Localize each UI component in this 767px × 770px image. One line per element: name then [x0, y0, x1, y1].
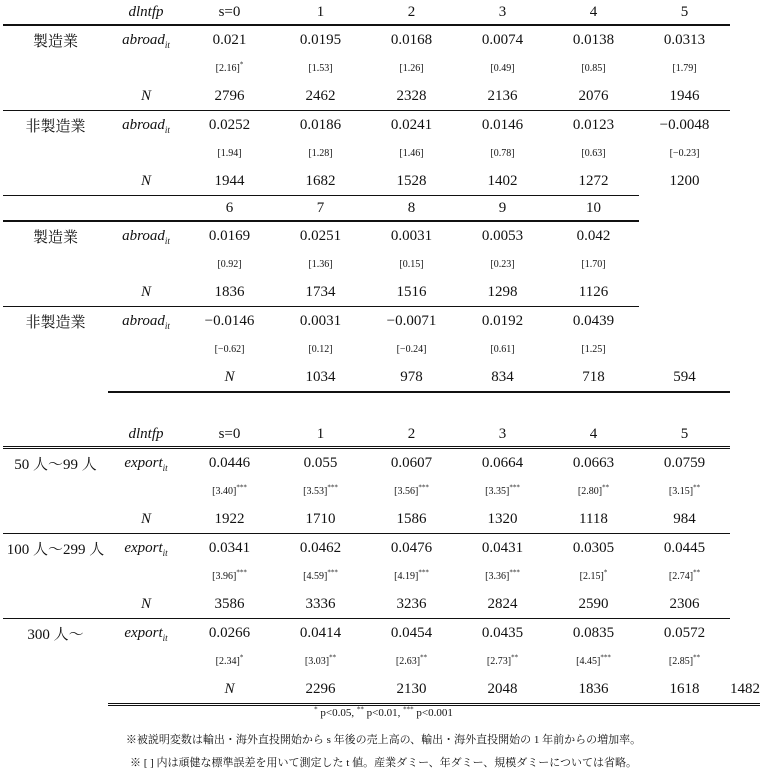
- observations-row: [3, 590, 760, 619]
- significance-mark: **: [420, 653, 428, 662]
- coefficient-cell: −0.0048: [639, 111, 730, 141]
- column-header: 5: [639, 422, 730, 448]
- t-value-cell: [3.53]***: [303, 483, 338, 497]
- t-value-cell: [1.70]: [581, 259, 606, 270]
- coefficient-cell: 0.0439: [548, 307, 639, 337]
- coefficient-cell: 0.0241: [366, 111, 457, 141]
- n-cell: 2136: [487, 87, 518, 104]
- n-cell: 1618: [639, 675, 730, 705]
- t-value-row: [3, 648, 760, 675]
- n-cell: 594: [639, 363, 730, 392]
- n-cell: 984: [673, 510, 696, 527]
- significance-mark: *: [603, 568, 608, 577]
- t-value-cell: [1.94]: [217, 148, 242, 159]
- n-cell: 1320: [487, 510, 518, 527]
- t-value-cell: [4.59]***: [303, 568, 338, 582]
- t-value-cell: [−0.62]: [214, 344, 245, 355]
- coefficient-cell: 0.0664: [481, 455, 524, 471]
- significance-mark: ***: [327, 568, 338, 577]
- column-header: 7: [275, 196, 366, 222]
- column-header: 4: [548, 0, 639, 25]
- t-value-cell: [1.79]: [672, 63, 697, 74]
- significance-legend: * p<0.05, ** p<0.01, *** p<0.001: [314, 705, 453, 719]
- group-label: 非製造業: [3, 307, 108, 393]
- significance-mark: ***: [509, 483, 520, 492]
- dependent-variable-label: dlntfp: [108, 0, 184, 25]
- n-cell: 1298: [487, 283, 518, 300]
- table-header-row: [3, 422, 760, 448]
- coefficient-cell: 0.0031: [275, 307, 366, 337]
- coefficient-cell: 0.0053: [481, 228, 524, 244]
- coefficient-cell: 0.0835: [548, 619, 639, 649]
- n-cell: 834: [457, 363, 548, 392]
- t-value-cell: [3.35]***: [485, 483, 520, 497]
- column-header: 6: [184, 196, 275, 222]
- t-value-cell: [3.36]***: [485, 568, 520, 582]
- t-value-row: [3, 478, 760, 505]
- column-header: 3: [457, 0, 548, 25]
- coefficient-cell: 0.0186: [275, 111, 366, 141]
- n-cell: 2590: [578, 595, 609, 612]
- group-label: 300 人〜: [3, 619, 108, 705]
- t-value-cell: [1.36]: [308, 259, 333, 270]
- t-value-cell: [−0.24]: [396, 344, 427, 355]
- n-cell: 1836: [548, 675, 639, 705]
- regression-table-abroad: [3, 0, 730, 393]
- t-value-cell: [4.45]***: [576, 653, 611, 667]
- coefficient-cell: 0.0445: [639, 534, 730, 564]
- t-value-cell: [3.56]***: [394, 483, 429, 497]
- column-header: s=0: [184, 422, 275, 448]
- n-cell: 1272: [578, 172, 609, 189]
- significance-mark: ***: [509, 568, 520, 577]
- n-cell: 2130: [366, 675, 457, 705]
- column-header: 2: [366, 0, 457, 25]
- significance-mark: **: [693, 568, 701, 577]
- column-header: 8: [366, 196, 457, 222]
- t-value-cell: [4.19]***: [394, 568, 429, 582]
- t-value-row: [3, 563, 760, 590]
- table-header-row: [3, 196, 730, 222]
- coefficient-cell: 0.021: [212, 32, 247, 48]
- n-cell: 2048: [457, 675, 548, 705]
- t-value-cell: [1.53]: [308, 63, 333, 74]
- observations-row: [3, 505, 760, 534]
- n-cell: 1516: [396, 283, 427, 300]
- coefficient-row: [3, 619, 760, 649]
- t-value-cell: [1.26]: [399, 63, 424, 74]
- n-cell: 1944: [214, 172, 245, 189]
- coefficient-cell: 0.0305: [548, 534, 639, 564]
- column-header: 1: [275, 422, 366, 448]
- coefficient-cell: 0.0252: [184, 111, 275, 141]
- variable-label: abroad$_{it}$: [122, 31, 170, 50]
- significance-mark: *: [239, 60, 244, 69]
- coefficient-cell: 0.0607: [390, 455, 433, 471]
- t-value-cell: [2.85]**: [668, 653, 701, 667]
- t-value-cell: [2.74]**: [668, 568, 701, 582]
- coefficient-cell: 0.0123: [548, 111, 639, 141]
- n-cell: 1118: [579, 510, 608, 527]
- column-header: 9: [457, 196, 548, 222]
- coefficient-cell: 0.0435: [457, 619, 548, 649]
- n-cell: 3236: [396, 595, 427, 612]
- n-cell: 1482: [730, 675, 760, 705]
- coefficient-cell: 0.042: [576, 228, 611, 244]
- n-label: N: [140, 595, 151, 612]
- coefficient-cell: 0.0431: [457, 534, 548, 564]
- n-cell: 718: [548, 363, 639, 392]
- t-value-cell: [0.23]: [490, 259, 515, 270]
- column-header: 10: [548, 196, 639, 222]
- coefficient-cell: 0.0031: [390, 228, 433, 244]
- n-cell: 1710: [305, 510, 336, 527]
- coefficient-row: [3, 111, 730, 141]
- n-cell: 1836: [214, 283, 245, 300]
- n-label: N: [140, 283, 151, 300]
- group-label: 製造業: [32, 34, 78, 50]
- variable-label: abroad$_{it}$: [122, 227, 170, 246]
- column-header: 3: [457, 422, 548, 448]
- n-cell: 1922: [214, 510, 245, 527]
- variable-label: abroad$_{it}$: [108, 111, 184, 141]
- n-cell: 1586: [396, 510, 427, 527]
- column-header: s=0: [184, 0, 275, 25]
- group-label: 製造業: [32, 230, 78, 246]
- n-cell: 1402: [487, 172, 518, 189]
- significance-mark: ***: [418, 483, 429, 492]
- group-label: 50 人〜99 人: [14, 457, 97, 473]
- observations-row: [3, 278, 730, 307]
- observations-row: [3, 675, 760, 705]
- n-label: N: [140, 510, 151, 527]
- coefficient-cell: 0.0446: [208, 455, 251, 471]
- t-value-cell: [2.63]**: [395, 653, 428, 667]
- dependent-variable-label: dlntfp: [108, 422, 184, 448]
- observations-row: [3, 363, 730, 392]
- coefficient-cell: 0.0341: [184, 534, 275, 564]
- coefficient-cell: 0.055: [303, 455, 338, 471]
- n-cell: 2796: [214, 87, 245, 104]
- coefficient-row: [3, 307, 730, 337]
- coefficient-cell: 0.0251: [299, 228, 342, 244]
- coefficient-cell: 0.0169: [208, 228, 251, 244]
- n-cell: 2824: [487, 595, 518, 612]
- column-header: 2: [366, 422, 457, 448]
- t-value-cell: [0.78]: [490, 148, 515, 159]
- coefficient-cell: 0.0313: [663, 32, 706, 48]
- t-value-row: [3, 55, 730, 82]
- regression-table-export: [3, 422, 760, 706]
- t-value-cell: [1.25]: [581, 344, 606, 355]
- group-label: 非製造業: [3, 111, 108, 196]
- significance-mark: ***: [418, 568, 429, 577]
- n-label: N: [140, 87, 151, 104]
- n-cell: 978: [366, 363, 457, 392]
- coefficient-cell: 0.0476: [366, 534, 457, 564]
- table-header-row: [3, 0, 730, 25]
- coefficient-cell: 0.0462: [275, 534, 366, 564]
- t-value-cell: [3.40]***: [212, 483, 247, 497]
- column-header: 5: [639, 0, 730, 25]
- coefficient-cell: 0.0195: [299, 32, 342, 48]
- n-cell: 2462: [305, 87, 336, 104]
- coefficient-cell: 0.0138: [572, 32, 615, 48]
- group-label: 100 人〜299 人: [3, 534, 108, 619]
- coefficient-row: [3, 448, 760, 479]
- note-dependent-variable: ※被説明変数は輸出・海外直投開始から s 年後の売上高の、輸出・海外直投開始の 1 年前からの増加率。: [125, 734, 642, 746]
- variable-label: export$_{it}$: [108, 619, 184, 649]
- n-label: N: [184, 675, 275, 705]
- coefficient-cell: −0.0146: [184, 307, 275, 337]
- coefficient-cell: 0.0454: [366, 619, 457, 649]
- t-value-cell: [2.80]**: [577, 483, 610, 497]
- t-value-cell: [2.15]*: [579, 568, 608, 582]
- n-cell: 1200: [669, 172, 700, 189]
- variable-label: export$_{it}$: [108, 534, 184, 564]
- observations-row: [3, 82, 730, 111]
- coefficient-cell: 0.0192: [457, 307, 548, 337]
- t-value-cell: [0.92]: [217, 259, 242, 270]
- significance-mark: **: [329, 653, 337, 662]
- coefficient-row: [3, 534, 760, 564]
- n-cell: 2076: [578, 87, 609, 104]
- t-value-cell: [2.34]*: [215, 653, 244, 667]
- n-cell: 1734: [305, 283, 336, 300]
- n-label: N: [184, 363, 275, 392]
- t-value-cell: [0.49]: [490, 63, 515, 74]
- n-cell: 2296: [275, 675, 366, 705]
- column-header: 1: [275, 0, 366, 25]
- t-value-cell: [2.73]**: [486, 653, 519, 667]
- variable-label: abroad$_{it}$: [108, 307, 184, 337]
- note-t-values: ※ [ ] 内は頑健な標準誤差を用いて測定した t 値。産業ダミー、年ダミー、規模ダミーについては省略。: [129, 757, 638, 769]
- t-value-row: [3, 336, 730, 363]
- significance-mark: **: [693, 483, 701, 492]
- significance-mark: ***: [236, 568, 247, 577]
- significance-mark: **: [602, 483, 610, 492]
- coefficient-row: [3, 221, 730, 251]
- significance-mark: ***: [236, 483, 247, 492]
- t-value-cell: [0.61]: [490, 344, 515, 355]
- significance-mark: ***: [600, 653, 611, 662]
- t-value-cell: [3.03]**: [304, 653, 337, 667]
- coefficient-cell: −0.0071: [366, 307, 457, 337]
- coefficient-cell: 0.0572: [639, 619, 730, 649]
- significance-mark: ***: [327, 483, 338, 492]
- significance-mark: **: [511, 653, 519, 662]
- t-value-cell: [0.85]: [581, 63, 606, 74]
- coefficient-cell: 0.0414: [275, 619, 366, 649]
- coefficient-cell: 0.0663: [572, 455, 615, 471]
- significance-mark: *: [239, 653, 244, 662]
- column-header: 4: [548, 422, 639, 448]
- n-cell: 3336: [305, 595, 336, 612]
- t-value-cell: [0.63]: [581, 148, 606, 159]
- n-cell: 1034: [275, 363, 366, 392]
- observations-row: [3, 167, 730, 196]
- t-value-row: [3, 251, 730, 278]
- n-cell: 1126: [578, 283, 609, 300]
- variable-label: export$_{it}$: [124, 454, 168, 473]
- coefficient-cell: 0.0074: [481, 32, 524, 48]
- n-cell: 1528: [396, 172, 427, 189]
- n-label: N: [140, 172, 151, 189]
- coefficient-cell: 0.0759: [663, 455, 706, 471]
- significance-mark: **: [693, 653, 701, 662]
- t-value-cell: [0.12]: [308, 344, 333, 355]
- t-value-cell: [3.96]***: [212, 568, 247, 582]
- t-value-cell: [1.46]: [399, 148, 424, 159]
- coefficient-cell: 0.0168: [390, 32, 433, 48]
- n-cell: 2328: [396, 87, 427, 104]
- coefficient-row: [3, 25, 730, 55]
- t-value-cell: [3.15]**: [668, 483, 701, 497]
- t-value-cell: [2.16]*: [215, 60, 244, 74]
- coefficient-cell: 0.0266: [184, 619, 275, 649]
- n-cell: 1682: [305, 172, 336, 189]
- n-cell: 1946: [669, 87, 700, 104]
- t-value-cell: [1.28]: [308, 148, 333, 159]
- n-cell: 3586: [214, 595, 245, 612]
- coefficient-cell: 0.0146: [457, 111, 548, 141]
- t-value-row: [3, 140, 730, 167]
- n-cell: 2306: [669, 595, 700, 612]
- t-value-cell: [−0.23]: [669, 148, 700, 159]
- t-value-cell: [0.15]: [399, 259, 424, 270]
